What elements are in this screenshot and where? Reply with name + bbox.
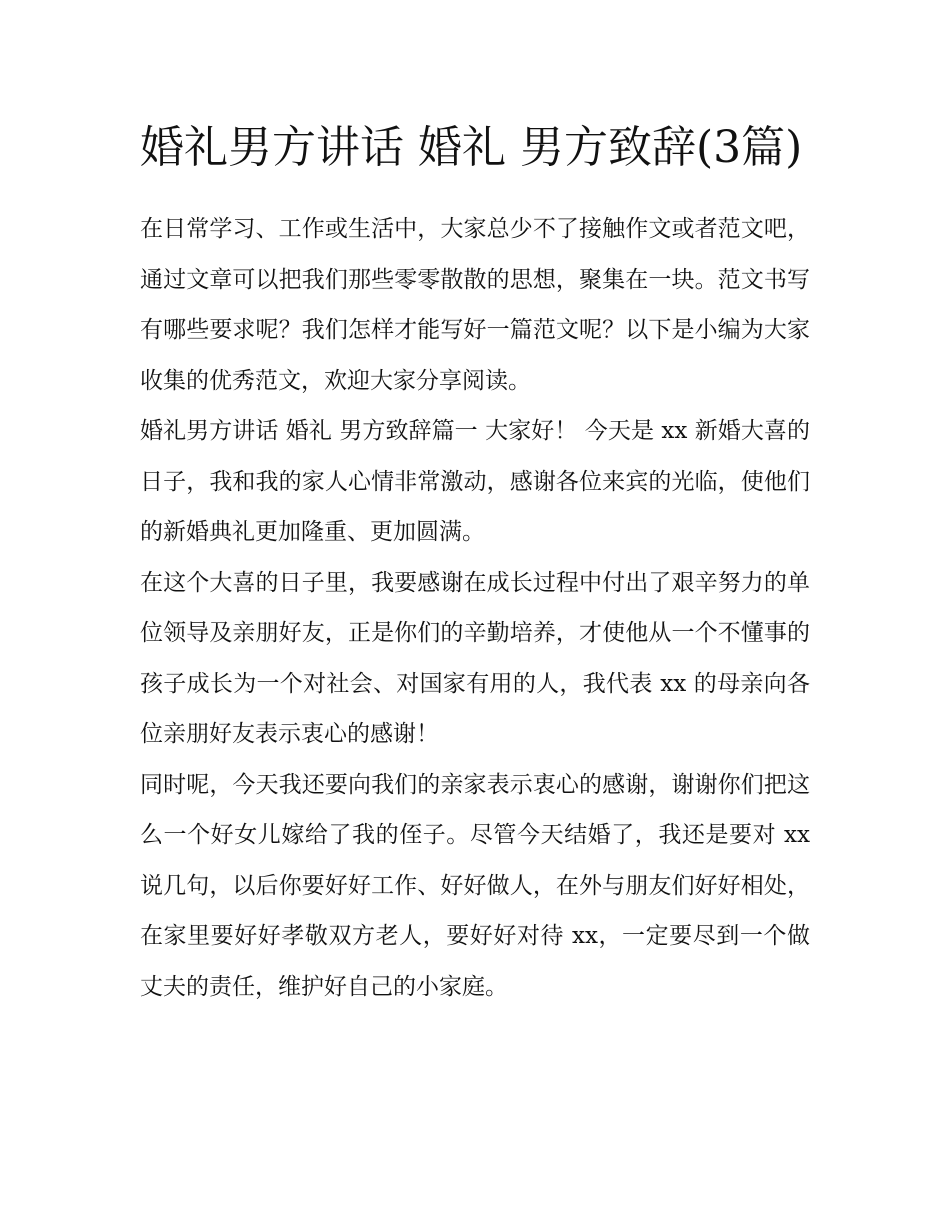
paragraph-in-laws: 同时呢，今天我还要向我们的亲家表示衷心的感谢，谢谢你们把这么一个好女儿嫁给了我的侄子。尽管今天结婚了，我还是要对 xx 说几句，以后你要好好工作、好好做人，在外与朋友们好好相处，在家里要好好孝敬双方老人，要好好对待 xx，一定要尽到一个做丈夫的责任，维护好自己的小家庭。	[140, 771, 810, 1000]
paragraph-intro: 在日常学习、工作或生活中，大家总少不了接触作文或者范文吧，通过文章可以把我们那些零零散散的思想，聚集在一块。范文书写有哪些要求呢？我们怎样才能写好一篇范文呢？以下是小编为大家收集的优秀范文，欢迎大家分享阅读。	[140, 216, 810, 394]
document-body	[140, 204, 810, 1012]
paragraph-greeting: 婚礼男方讲话 婚礼 男方致辞篇一 大家好！ 今天是 xx 新婚大喜的日子，我和我的家人心情非常激动，感谢各位来宾的光临，使他们的新婚典礼更加隆重、更加圆满。	[140, 418, 810, 545]
document-title: 婚礼男方讲话 婚礼 男方致辞(3篇)	[140, 122, 803, 173]
document-page	[140, 110, 810, 1012]
paragraph-thanks: 在这个大喜的日子里，我要感谢在成长过程中付出了艰辛努力的单位领导及亲朋好友，正是你们的辛勤培养，才使他从一个不懂事的孩子成长为一个对社会、对国家有用的人，我代表 xx 的母亲向各位亲朋好友表示衷心的感谢！	[140, 569, 810, 747]
